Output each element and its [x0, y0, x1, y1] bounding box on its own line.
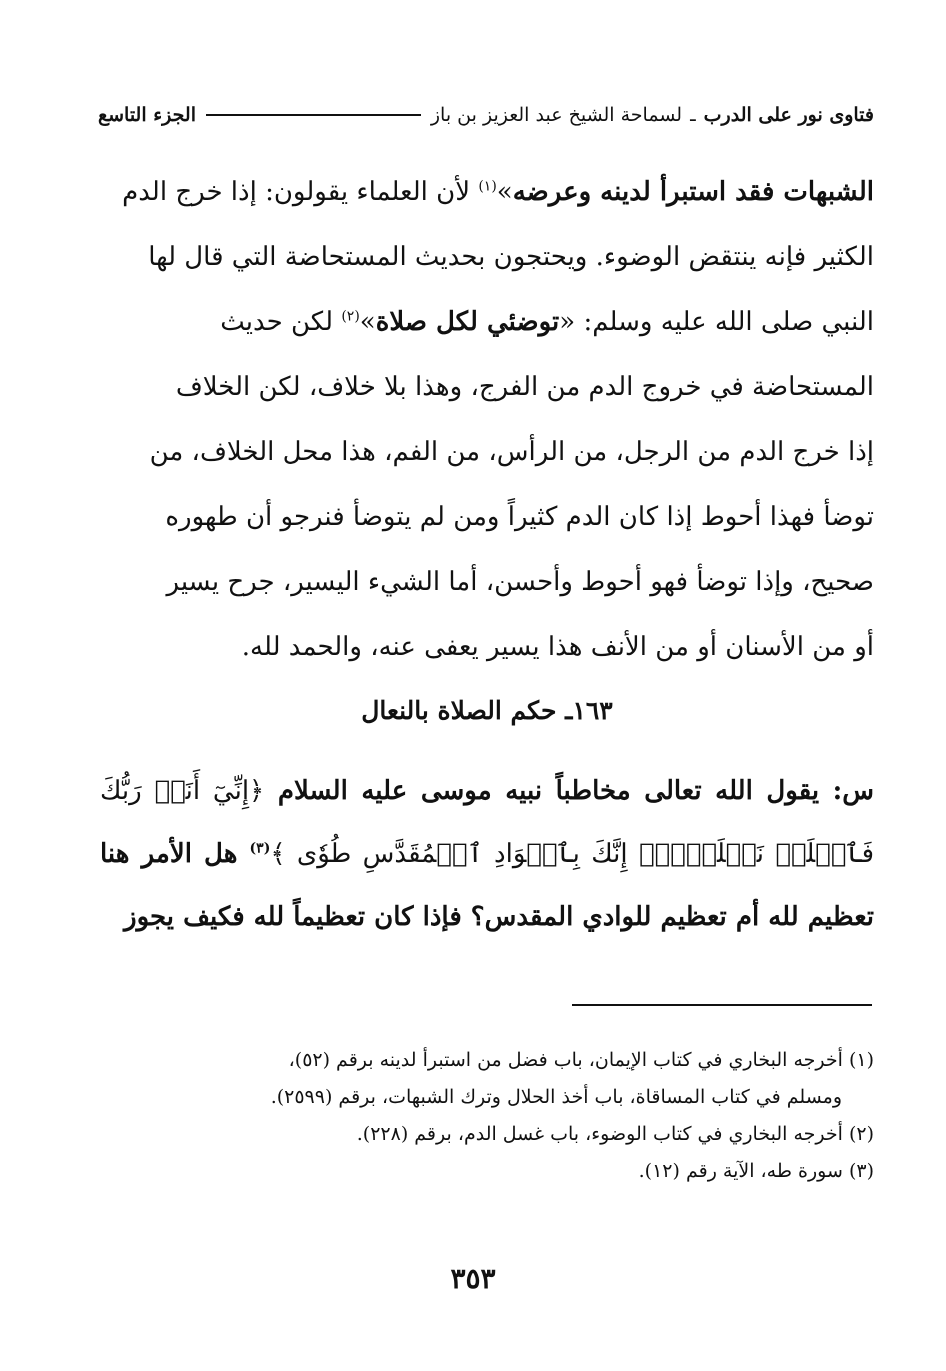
- footnote-item: (٢) أخرجه البخاري في كتاب الوضوء، باب غسل الدم، برقم (٢٢٨).: [356, 1123, 874, 1145]
- body-line: توضأ فهذا أحوط إذا كان الدم كثيراً ومن لم يتوضأ فنرجو أن طهوره: [165, 502, 874, 532]
- footnotes: [100, 1042, 874, 1190]
- hadith-quote: الشبهات فقد استبرأ لدينه وعرضه: [512, 177, 874, 207]
- footnote-item: (١) أخرجه البخاري في كتاب الإيمان، باب فضل من استبرأ لدينه برقم (٥٢)،: [288, 1049, 874, 1071]
- footnote-number: (٣): [848, 1160, 874, 1182]
- body-line: الشبهات فقد استبرأ لدينه وعرضه»$^{(١)}$ لأن العلماء يقولون: إذا خرج الدم: [122, 177, 874, 207]
- header-rule: [206, 114, 421, 116]
- running-header: [98, 98, 874, 132]
- hadith-quote: توضئي لكل صلاة: [375, 307, 560, 337]
- section-heading: ١٦٣ـ حكم الصلاة بالنعال: [361, 696, 613, 725]
- header-separator: ـ: [690, 104, 696, 126]
- footnote-number: (٢): [848, 1123, 874, 1145]
- page-number: ٣٥٣: [450, 1262, 496, 1295]
- book-title: فتاوى نور على الدرب: [703, 104, 874, 126]
- question-block: [100, 760, 874, 949]
- footnote-ref-1[interactable]: (١): [478, 178, 497, 195]
- body-text: [100, 160, 874, 680]
- body-line: المستحاضة في خروج الدم من الفرج، وهذا بلا خلاف، لكن الخلاف: [175, 372, 874, 402]
- body-line: إذا خرج الدم من الرجل، من الرأس، من الفم، هذا محل الخلاف، من: [149, 437, 874, 467]
- body-line: أو من الأسنان أو من الأنف هذا يسير يعفى عنه، والحمد لله.: [241, 632, 874, 662]
- footnote-number: (١): [848, 1049, 874, 1071]
- quran-verse: ﴿إِنِّيٓ أَنَا۠ رَبُّكَ فَٱخۡلَعۡ نَعۡلَيۡكَۖ إِنَّكَ بِٱلۡوَادِ ٱلۡمُقَدَّسِ طُوٗى ﴾: [100, 776, 875, 869]
- footnote-item: ومسلم في كتاب المساقاة، باب أخذ الحلال وترك الشبهات، برقم (٢٥٩٩).: [270, 1086, 842, 1108]
- footnote-ref-3[interactable]: (٣): [249, 840, 271, 857]
- body-line: النبي صلى الله عليه وسلم: «توضئي لكل صلاة»$^{(٢)}$ لكن حديث: [220, 307, 874, 337]
- volume-label: الجزء التاسع: [98, 104, 196, 126]
- question-text: هل الأمر هنا تعظيم لله أم تعظيم للوادي المقدس؟ فإذا كان تعظيماً لله فكيف يجوز: [100, 839, 874, 932]
- question-prefix: س: يقول الله تعالى مخاطباً نبيه موسى عليه السلام: [264, 776, 874, 806]
- footnote-item: (٣) سورة طه، الآية رقم (١٢).: [638, 1160, 874, 1182]
- body-line: صحيح، وإذا توضأ فهو أحوط وأحسن، أما الشيء اليسير، جرح يسير: [166, 567, 874, 597]
- footnote-divider: [572, 1004, 872, 1006]
- author-line: لسماحة الشيخ عبد العزيز بن باز: [430, 104, 683, 126]
- body-line: الكثير فإنه ينتقض الوضوء. ويحتجون بحديث المستحاضة التي قال لها: [148, 242, 874, 272]
- footnote-ref-2[interactable]: (٢): [341, 308, 360, 325]
